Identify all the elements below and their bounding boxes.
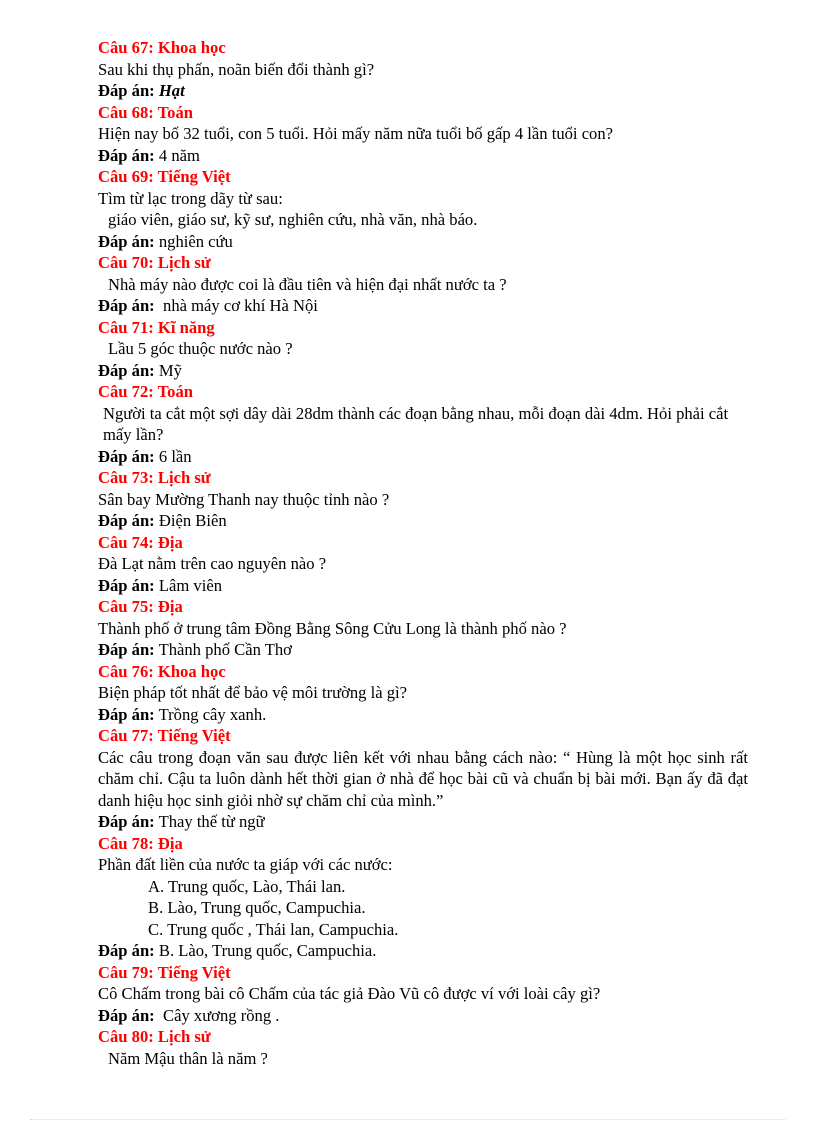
question-68-answer xyxy=(98,145,748,167)
question-68-title: Câu 68: Toán xyxy=(98,102,193,122)
answer-75-value: Thành phố Cần Thơ xyxy=(158,640,292,659)
answer-label: Đáp án: xyxy=(98,511,155,530)
answer-72-value: 6 lần xyxy=(158,446,192,466)
question-73-text: Sân bay Mường Thanh nay thuộc tỉnh nào ? xyxy=(98,489,390,509)
question-69-answer xyxy=(98,231,748,253)
question-69-text: Tìm từ lạc trong dãy từ sau: xyxy=(98,188,283,208)
question-70-text: Nhà máy nào được coi là đầu tiên và hiện đại nhất nước ta ? xyxy=(108,274,507,294)
answer-label: Đáp án: xyxy=(98,575,155,595)
answer-label: Đáp án: xyxy=(98,360,155,380)
question-73-answer xyxy=(98,510,748,532)
question-76-title: Câu 76: Khoa học xyxy=(98,661,226,681)
question-67-text: Sau khi thụ phấn, noãn biến đổi thành gì? xyxy=(98,59,375,79)
question-69-title: Câu 69: Tiếng Việt xyxy=(98,167,231,186)
question-72-answer xyxy=(98,446,748,468)
answer-74-value: Lâm viên xyxy=(158,575,223,595)
answer-label: Đáp án: xyxy=(98,812,155,831)
question-78-text: Phần đất liền của nước ta giáp với các nước: xyxy=(98,855,393,874)
question-78-option-b: B. Lào, Trung quốc, Campuchia. xyxy=(148,898,366,917)
answer-68-value: 4 năm xyxy=(158,145,200,165)
answer-76-value: Trồng cây xanh. xyxy=(158,704,267,724)
question-74-title: Câu 74: Địa xyxy=(98,532,183,552)
question-79-text: Cô Chấm trong bài cô Chấm của tác giả Đào Vũ cô được ví với loài cây gì? xyxy=(98,984,601,1003)
question-67-title: Câu 67: Khoa học xyxy=(98,38,226,57)
question-69-word-list: giáo viên, giáo sư, kỹ sư, nghiên cứu, nhà văn, nhà báo. xyxy=(108,210,478,229)
question-74-text: Đà Lạt nằm trên cao nguyên nào ? xyxy=(98,554,327,573)
answer-70-value: nhà máy cơ khí Hà Nội xyxy=(163,296,318,315)
question-75-text: Thành phố ở trung tâm Đồng Bằng Sông Cửu Long là thành phố nào ? xyxy=(98,618,567,638)
answer-label: Đáp án: xyxy=(98,1005,155,1025)
question-75-answer xyxy=(98,639,748,661)
question-75-title: Câu 75: Địa xyxy=(98,597,183,616)
question-78-option-c: C. Trung quốc , Thái lan, Campuchia. xyxy=(148,919,399,939)
answer-label: Đáp án: xyxy=(98,296,155,315)
question-80-title: Câu 80: Lịch sử xyxy=(98,1027,211,1046)
answer-label: Đáp án: xyxy=(98,640,155,659)
question-72-text: Người ta cắt một sợi dây dài 28dm thành các đoạn bằng nhau, mỗi đoạn dài 4dm. Hỏi phải cắt mấy lần? xyxy=(103,403,729,444)
answer-label: Đáp án: xyxy=(98,231,155,251)
question-70-title: Câu 70: Lịch sử xyxy=(98,253,211,272)
question-71-text: Lầu 5 góc thuộc nước nào ? xyxy=(108,339,293,358)
question-77-text: Các câu trong đoạn văn sau được liên kết với nhau bằng cách nào: “ Hùng là một học sinh rất chăm chỉ. Cậu ta luôn dành hết thời gian ở nhà để học bài cũ và chuẩn bị bài mới. Bạn ấy đã đạt danh hiệu học sinh giỏi nhờ sự chăm chỉ của mình.” xyxy=(98,747,748,810)
answer-73-value: Điện Biên xyxy=(158,511,227,530)
question-71-answer xyxy=(98,360,748,382)
answer-67-value: Hạt xyxy=(158,81,185,100)
question-77-title: Câu 77: Tiếng Việt xyxy=(98,726,231,745)
question-68-text: Hiện nay bố 32 tuổi, con 5 tuổi. Hỏi mấy năm nữa tuổi bố gấp 4 lần tuổi con? xyxy=(98,124,614,143)
question-70-answer xyxy=(98,295,748,317)
answer-69-value: nghiên cứu xyxy=(158,231,233,251)
question-76-answer xyxy=(98,704,748,726)
question-77-answer xyxy=(98,811,748,833)
answer-71-value: Mỹ xyxy=(158,360,182,380)
answer-label: Đáp án: xyxy=(98,704,155,724)
answer-77-value: Thay thế từ ngữ xyxy=(158,812,265,831)
question-76-text: Biện pháp tốt nhất để bảo vệ môi trường là gì? xyxy=(98,683,408,702)
question-79-title: Câu 79: Tiếng Việt xyxy=(98,962,231,982)
answer-label: Đáp án: xyxy=(98,941,155,960)
answer-label: Đáp án: xyxy=(98,81,155,100)
answer-78-value: B. Lào, Trung quốc, Campuchia. xyxy=(158,941,377,960)
question-80-text: Năm Mậu thân là năm ? xyxy=(108,1048,268,1068)
question-71-title: Câu 71: Kĩ năng xyxy=(98,317,215,337)
question-78-answer xyxy=(98,940,748,962)
document-page xyxy=(98,37,748,1069)
answer-label: Đáp án: xyxy=(98,145,155,165)
answer-label: Đáp án: xyxy=(98,446,155,466)
question-67-answer xyxy=(98,80,748,102)
question-72-title: Câu 72: Toán xyxy=(98,382,193,401)
answer-79-value: Cây xương rồng . xyxy=(163,1005,280,1025)
question-78-option-a: A. Trung quốc, Lào, Thái lan. xyxy=(148,876,346,896)
question-78-title: Câu 78: Địa xyxy=(98,833,183,853)
question-79-answer xyxy=(98,1005,748,1027)
question-74-answer xyxy=(98,575,748,597)
page-bottom-divider xyxy=(30,1119,786,1120)
question-73-title: Câu 73: Lịch sử xyxy=(98,468,211,487)
